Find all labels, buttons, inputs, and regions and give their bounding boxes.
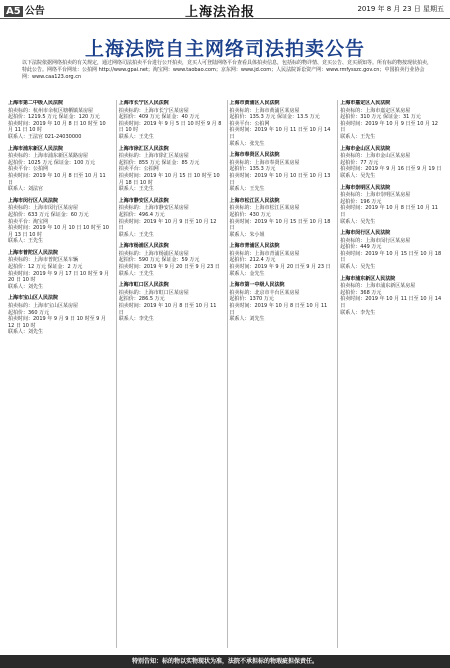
notice-line: 联系人：王先生 bbox=[118, 270, 154, 277]
notice-line: 拍卖时间：2019 年 10 月 15 日至 10 月 18 日 bbox=[340, 250, 442, 264]
notice-line: 联系人：李先生 bbox=[340, 309, 376, 316]
notice-line: 起拍价：212.4 万元 bbox=[229, 257, 276, 264]
notice-line: 拍卖标的：杭州市余杭区塘栖镇某房屋 bbox=[8, 107, 94, 114]
auction-notice bbox=[230, 282, 334, 323]
notice-line: 起拍价：12 万元 保证金：2 万元 bbox=[8, 264, 83, 271]
notice-line: 拍卖标的：上海市奉贤区某房屋 bbox=[229, 159, 300, 166]
notice-line: 起拍价：496.4 万元 bbox=[118, 211, 165, 218]
notice-line: 拍卖时间：2019 年 9 月 20 日至 9 月 23 日 bbox=[229, 264, 331, 271]
auction-notice bbox=[230, 198, 334, 239]
notice-line: 联系人：王先生 bbox=[118, 186, 154, 193]
page-header bbox=[0, 0, 450, 19]
notice-line: 拍卖时间：2019 年 10 月 8 日至 10 月 11 日 bbox=[8, 172, 106, 186]
notice-line: 联系人：朱小姐 bbox=[229, 231, 265, 238]
notice-line: 拍卖标的：上海市金山区某房屋 bbox=[340, 153, 411, 160]
notice-line: 联系人：王先生 bbox=[118, 133, 154, 140]
notice-line: 拍卖时间：2019 年 10 月 15 日至 10 月 18 日 bbox=[229, 218, 331, 232]
notice-line: 起拍价：1370 万元 bbox=[229, 296, 274, 303]
notice-line: 联系人：李先生 bbox=[118, 316, 154, 323]
auction-notice bbox=[119, 198, 223, 239]
notice-line: 拍卖标的：上海市杨浦区某房屋 bbox=[118, 250, 189, 257]
court-name: 上海市闵行区人民法院 bbox=[8, 197, 59, 204]
court-name: 上海市崇明区人民法院 bbox=[340, 184, 391, 191]
notice-line: 拍卖标的：上海市青浦区某房屋 bbox=[229, 250, 300, 257]
notice-line: 拍卖标的：上海市虹口区某房屋 bbox=[118, 289, 189, 296]
notice-line: 联系人：王法官 021-24030000 bbox=[8, 133, 82, 140]
court-name: 上海市闵行区人民法院 bbox=[340, 230, 391, 237]
auction-notice bbox=[119, 100, 223, 141]
court-name: 上海市浦东新区人民法院 bbox=[8, 145, 64, 152]
auction-notice bbox=[8, 100, 112, 141]
auction-notice bbox=[340, 146, 444, 180]
court-name: 上海市松江区人民法院 bbox=[229, 197, 280, 204]
page-title: 上海法院自主网络司法拍卖公告 bbox=[84, 38, 365, 60]
intro-paragraph: 以下法院依据网络拍卖的有关规定，通过网络司法拍卖平台进行公开拍卖，竞买人可登陆网络平台查看具体拍卖信息，包括标的物详情、竞买公告、竞买须知等。所有标的物按现状拍卖，特此公告。网络平台网址：公拍网 http://www.gpai.net；淘宝网：www.taobao.com；京东网：www.jd.com；人民法院诉讼资产网：www.rmfysszc.gov.cn；中国拍卖行业协会网：www.caa123.org.cn bbox=[22, 60, 433, 80]
notice-line: 联系人：王先生 bbox=[8, 238, 44, 245]
notice-line: 拍卖时间：2019 年 9 月 17 日 10 时至 9 月 20 日 10 时 bbox=[8, 270, 110, 284]
court-name: 上海市金山区人民法院 bbox=[340, 145, 391, 152]
auction-notice bbox=[230, 100, 334, 147]
notice-line: 拍卖平台：公拍网 bbox=[8, 166, 49, 173]
notice-line: 联系人：吴先生 bbox=[340, 264, 376, 271]
notice-line: 拍卖时间：2019 年 10 月 15 日 10 时至 10 月 18 日 10 时 bbox=[118, 172, 220, 186]
notice-column bbox=[6, 100, 112, 648]
court-name: 上海市第一中级人民法院 bbox=[229, 282, 285, 289]
notice-line: 拍卖标的：上海市黄浦区某房屋 bbox=[229, 107, 300, 114]
auction-notice bbox=[230, 152, 334, 193]
notice-line: 联系人：吴先生 bbox=[340, 218, 376, 225]
notice-line: 起拍价：77 万元 bbox=[340, 159, 379, 166]
court-name: 上海市普陀区人民法院 bbox=[8, 249, 59, 256]
dateline: 2019 年 8 月 23 日 星期五 bbox=[357, 5, 444, 13]
notice-line: 起拍价：633 万元 保证金：60 万元 bbox=[8, 211, 89, 218]
notice-line: 拍卖标的：上海市长宁区某房屋 bbox=[118, 107, 189, 114]
notice-column bbox=[337, 100, 444, 648]
notice-line: 拍卖平台：公拍网 bbox=[229, 120, 270, 127]
court-name: 上海市嘉定区人民法院 bbox=[340, 100, 391, 106]
notice-line: 起拍价：430 万元 bbox=[229, 211, 271, 218]
notice-line: 联系人：金先生 bbox=[229, 270, 265, 277]
notice-line: 联系人：刘法官 bbox=[8, 186, 44, 193]
section-badge bbox=[4, 2, 45, 17]
section-name: 公告 bbox=[24, 6, 45, 17]
auction-notice bbox=[119, 243, 223, 277]
notice-line: 起拍价：409 万元 保证金：40 万元 bbox=[118, 114, 200, 121]
notice-line: 拍卖标的：上海市宝山区某房屋 bbox=[8, 303, 79, 310]
notice-line: 拍卖平台：公拍网 bbox=[118, 166, 159, 173]
notice-line: 拍卖时间：2019 年 9 月 20 日至 9 月 23 日 bbox=[118, 264, 220, 271]
court-name: 上海市宝山区人民法院 bbox=[8, 295, 59, 302]
notice-line: 拍卖标的：上海市浦东新区某房屋 bbox=[340, 283, 416, 290]
auction-notice bbox=[340, 230, 444, 271]
masthead: 上海法治报 bbox=[184, 5, 255, 20]
notice-line: 起拍价：196 万元 bbox=[340, 198, 382, 205]
notice-line: 拍卖标的：上海市松江区某房屋 bbox=[229, 205, 300, 212]
notice-line: 拍卖标的：上海市闵行区某房屋 bbox=[8, 205, 79, 212]
notice-line: 拍卖标的：北京市丰台区某房屋 bbox=[229, 289, 300, 296]
notice-line: 联系人：王先生 bbox=[340, 133, 376, 140]
notice-column bbox=[227, 100, 334, 648]
notice-line: 拍卖时间：2019 年 10 月 9 日至 10 月 12 日 bbox=[118, 218, 217, 232]
notice-line: 拍卖标的：上海市闵行区某房屋 bbox=[340, 237, 411, 244]
notice-line: 拍卖时间：2019 年 9 月 16 日至 9 月 19 日 bbox=[340, 166, 442, 173]
notice-line: 拍卖时间：2019 年 9 月 5 日 10 时至 9 月 8 日 10 时 bbox=[118, 120, 222, 134]
notice-line: 拍卖时间：2019 年 10 月 10 日至 10 月 13 日 bbox=[229, 172, 331, 186]
notice-line: 拍卖标的：上海市浦东新区某路房屋 bbox=[8, 153, 89, 160]
court-name: 上海市奉贤区人民法院 bbox=[229, 152, 280, 159]
notice-line: 拍卖标的：上海市静安区某房屋 bbox=[118, 205, 189, 212]
court-name: 上海市第二中级人民法院 bbox=[8, 100, 64, 106]
notice-line: 拍卖时间：2019 年 10 月 11 日至 10 月 14 日 bbox=[340, 296, 442, 310]
notice-line: 联系人：刘先生 bbox=[229, 316, 265, 323]
footer-notice: 特别告知：标的物以实物现状为准，法院不承担标的物瑕疵担保责任。 bbox=[0, 655, 450, 668]
notice-line: 拍卖标的：上海市徐汇区某房屋 bbox=[118, 153, 189, 160]
notice-line: 起拍价：368 万元 bbox=[340, 289, 382, 296]
court-name: 上海市静安区人民法院 bbox=[118, 197, 169, 204]
notice-line: 拍卖时间：2019 年 10 月 11 日至 10 月 14 日 bbox=[229, 127, 331, 140]
notice-line: 联系人：刘先生 bbox=[8, 283, 44, 290]
notice-line: 拍卖时间：2019 年 10 月 8 日至 10 月 11 日 bbox=[118, 303, 217, 316]
notice-line: 拍卖时间：2019 年 10 月 10 日 10 时至 10 月 13 日 10 时 bbox=[8, 225, 109, 238]
notice-columns bbox=[6, 100, 444, 648]
notice-line: 拍卖时间：2019 年 10 月 8 日至 10 月 11 日 bbox=[229, 303, 328, 316]
notice-line: 拍卖标的：上海市普陀区某车辆 bbox=[8, 257, 79, 264]
notice-line: 起拍价：1219.5 万元 保证金：120 万元 bbox=[8, 114, 100, 121]
court-name: 上海市杨浦区人民法院 bbox=[118, 243, 169, 250]
notice-column bbox=[116, 100, 223, 648]
notice-line: 起拍价：590 万元 保证金：59 万元 bbox=[118, 257, 200, 264]
notice-line: 起拍价：360 万元 bbox=[8, 309, 50, 316]
auction-notice bbox=[8, 198, 112, 245]
notice-line: 拍卖标的：上海市崇明区某房屋 bbox=[340, 192, 411, 199]
notice-line: 联系人：吴先生 bbox=[340, 172, 376, 179]
auction-notice bbox=[340, 185, 444, 226]
auction-notice bbox=[119, 282, 223, 323]
notice-line: 起拍价：135.3 万元 保证金：13.5 万元 bbox=[229, 114, 320, 121]
auction-notice bbox=[119, 146, 223, 193]
notice-line: 起拍价：310 万元 保证金：31 万元 bbox=[340, 114, 421, 121]
court-name: 上海市青浦区人民法院 bbox=[229, 243, 280, 250]
notice-line: 拍卖时间：2019 年 10 月 8 日至 10 月 11 日 bbox=[340, 205, 438, 218]
auction-notice bbox=[230, 243, 334, 277]
auction-notice bbox=[8, 295, 112, 336]
court-name: 上海市长宁区人民法院 bbox=[118, 100, 169, 106]
notice-line: 起拍价：286.5 万元 bbox=[118, 296, 165, 303]
notice-line: 拍卖时间：2019 年 10 月 9 日至 10 月 12 日 bbox=[340, 120, 438, 134]
notice-line: 拍卖平台：淘宝网 bbox=[8, 218, 49, 225]
court-name: 上海市黄浦区人民法院 bbox=[229, 100, 280, 106]
section-code: A5 bbox=[6, 6, 21, 17]
notice-line: 联系人：张先生 bbox=[229, 140, 265, 147]
court-name: 上海市虹口区人民法院 bbox=[118, 282, 169, 289]
notice-line: 拍卖时间：2019 年 9 月 9 日 10 时至 9 月 12 日 10 时 bbox=[8, 316, 106, 329]
notice-line: 起拍价：855 万元 保证金：85 万元 bbox=[118, 159, 200, 166]
notice-line: 联系人：王先生 bbox=[118, 231, 154, 238]
auction-notice bbox=[8, 146, 112, 193]
auction-notice bbox=[8, 250, 112, 291]
auction-notice bbox=[340, 276, 444, 317]
notice-line: 联系人：刘先生 bbox=[8, 329, 44, 336]
court-name: 上海市徐汇区人民法院 bbox=[118, 145, 169, 152]
notice-line: 起拍价：449 万元 bbox=[340, 244, 382, 251]
court-name: 上海市浦东新区人民法院 bbox=[340, 275, 396, 282]
notice-line: 起拍价：1025 万元 保证金：100 万元 bbox=[8, 159, 96, 166]
auction-notice bbox=[340, 100, 444, 141]
notice-line: 拍卖标的：上海市嘉定区某房屋 bbox=[340, 107, 411, 114]
notice-line: 拍卖时间：2019 年 10 月 8 日 10 时至 10 月 11 日 10 时 bbox=[8, 120, 106, 134]
notice-line: 联系人：王先生 bbox=[229, 186, 265, 193]
notice-line: 起拍价：135.3 万元 bbox=[229, 166, 276, 173]
